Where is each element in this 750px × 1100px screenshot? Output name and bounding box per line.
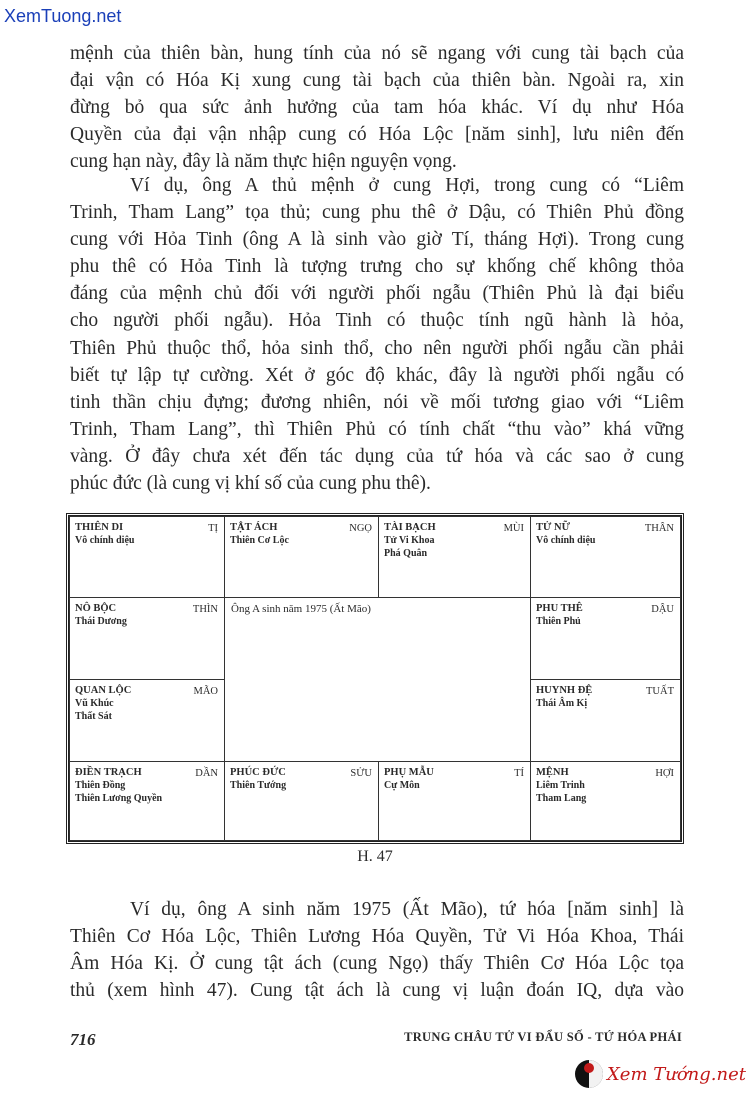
palace-star: Thiên Phủ [536, 616, 581, 627]
palace-star: Liêm Trinh [536, 780, 585, 791]
palace-cell-dien-trach [69, 761, 225, 841]
palace-branch: DẬU [651, 604, 674, 615]
horoscope-chart [66, 513, 684, 844]
brand-logo[interactable] [575, 1060, 746, 1088]
palace-branch: MÃO [193, 686, 218, 697]
palace-cell-huynh-de [530, 679, 681, 762]
palace-name: THIÊN DI [75, 522, 124, 533]
palace-star: Thất Sát [75, 711, 112, 722]
text-line: đừng bỏ qua sức ảnh hưởng của tam hóa khác. Ví dụ như Hóa [70, 97, 684, 119]
text-line: cho người phối ngẫu). Hỏa Tinh có thuộc tính ngũ hành là hỏa, [70, 310, 684, 332]
palace-cell-thien-di [69, 516, 225, 598]
palace-name: PHỤ MẪU [384, 767, 434, 778]
text-line: Thiên Phủ thuộc thổ, hỏa sinh thổ, cho nên người phối ngẫu cần phải [70, 337, 684, 359]
palace-star: Thiên Cơ Lộc [230, 535, 289, 546]
site-logo[interactable]: XemTuong.net [4, 6, 122, 26]
palace-name: HUYNH ĐỆ [536, 685, 593, 696]
text-line: biết tự lập tự cường. Xét ở góc độ khác, đây là người phối ngẫu có [70, 364, 684, 386]
palace-cell-no-boc [69, 597, 225, 680]
palace-name: TẬT ÁCH [230, 522, 278, 533]
palace-star: Vô chính diệu [75, 535, 135, 546]
text-line: tinh thần chịu đựng; đương nhiên, nói về mối tương giao với “Liêm [70, 391, 684, 413]
palace-branch: THÂN [644, 523, 674, 534]
text-line: cung với Hỏa Tinh (ông A là sinh vào giờ Tí, tháng Hợi). Trong cung [70, 229, 684, 251]
palace-branch: TUẤT [646, 686, 674, 697]
palace-branch: HỢI [655, 768, 674, 779]
palace-name: QUAN LỘC [75, 685, 132, 696]
paragraph-2 [70, 172, 684, 497]
palace-branch: SỬU [350, 768, 372, 779]
palace-star: Tử Vi Khoa [384, 535, 435, 546]
palace-star: Vô chính diệu [536, 535, 596, 546]
text-line: mệnh của thiên bàn, hung tính của nó sẽ ngang với cung tài bạch của [70, 43, 684, 64]
palace-branch: TỊ [208, 523, 218, 534]
palace-star: Thiên Đồng [75, 780, 126, 791]
palace-branch: TÍ [514, 768, 524, 779]
palace-cell-tai-bach [378, 516, 531, 598]
chart-center-text: Ông A sinh năm 1975 (Ất Mão) [231, 603, 371, 615]
text-line: cung hạn này, đây là năm thực hiện nguyện vọng. [70, 151, 457, 173]
text-line: vàng. Ở đây chưa xét đến tác dụng của tứ hóa và các sao ở cung [70, 445, 684, 467]
palace-star: Vũ Khúc [75, 698, 114, 709]
palace-name: TÀI BẠCH [384, 522, 436, 533]
palace-star: Tham Lang [536, 793, 587, 804]
page-number: 716 [70, 1030, 96, 1049]
text-line: Trinh, Tham Lang”, thì Thiên Phủ có tính chất “thu vào” khá vững [70, 418, 684, 440]
text-line: đại vận có Hóa Kị xung cung tài bạch của thiên bàn. Ngoài ra, xin [70, 70, 684, 92]
palace-star: Phá Quân [384, 548, 428, 559]
text-line: đáng của mệnh chủ đối với người phối ngẫu (Thiên Phủ là đại biểu [70, 283, 684, 305]
palace-cell-phu-mau [378, 761, 531, 841]
yin-yang-icon [575, 1060, 603, 1088]
text-line: Thiên Cơ Hóa Lộc, Thiên Lương Hóa Quyền, Tử Vi Hóa Khoa, Thái [70, 926, 684, 948]
palace-name: ĐIỀN TRẠCH [75, 767, 142, 778]
brand-text: Xem Tướng.net [606, 1063, 746, 1085]
palace-cell-tat-ach [224, 516, 379, 598]
text-line: thủ (xem hình 47). Cung tật ách là cung vị luận đoán IQ, dựa vào [70, 980, 684, 1002]
text-line: phu thê có Hỏa Tinh là tượng trưng cho sự khống chế không thỏa [70, 256, 684, 278]
palace-star: Cự Môn [384, 780, 420, 791]
text-line: phúc đức (là cung vị khí số của cung phu thê). [70, 473, 431, 495]
palace-star: Thiên Lương Quyền [75, 793, 163, 804]
paragraph-3 [70, 896, 684, 1004]
palace-cell-tu-nu [530, 516, 681, 598]
text-line: Trinh, Tham Lang” tọa thủ; cung phu thê ở Dậu, có Thiên Phủ đồng [70, 202, 684, 224]
running-head: TRUNG CHÂU TỬ VI ĐẨU SỐ - TỨ HÓA PHÁI [404, 1030, 682, 1044]
palace-branch: NGỌ [349, 523, 372, 534]
palace-branch: MÙI [503, 523, 524, 534]
palace-branch: THÌN [192, 604, 218, 615]
palace-name: NÔ BỘC [75, 603, 117, 614]
palace-cell-phu-the [530, 597, 681, 680]
palace-cell-phuc-duc [224, 761, 379, 841]
palace-name: MỆNH [536, 767, 569, 778]
text-line: Quyền của đại vận nhập cung có Hóa Lộc [năm sinh], lưu niên đến [70, 124, 684, 146]
palace-star: Thái Âm Kị [536, 698, 588, 709]
figure-caption: H. 47 [357, 848, 393, 865]
palace-cell-menh [530, 761, 681, 841]
chart-center [224, 597, 531, 762]
text-line: Âm Hóa Kị. Ở cung tật ách (cung Ngọ) thấy Thiên Cơ Hóa Lộc tọa [70, 953, 684, 975]
palace-name: PHÚC ĐỨC [230, 767, 286, 778]
palace-star: Thiên Tướng [230, 780, 287, 791]
text-line: Ví dụ, ông A sinh năm 1975 (Ất Mão), tứ hóa [năm sinh] là [130, 899, 684, 920]
palace-cell-quan-loc [69, 679, 225, 762]
paragraph-1 [70, 40, 684, 175]
palace-star: Thái Dương [75, 616, 127, 627]
text-line: Ví dụ, ông A thủ mệnh ở cung Hợi, trong cung có “Liêm [130, 175, 684, 196]
palace-branch: DẦN [195, 768, 218, 779]
palace-name: TỬ NỮ [536, 522, 570, 533]
palace-name: PHU THÊ [536, 603, 583, 614]
